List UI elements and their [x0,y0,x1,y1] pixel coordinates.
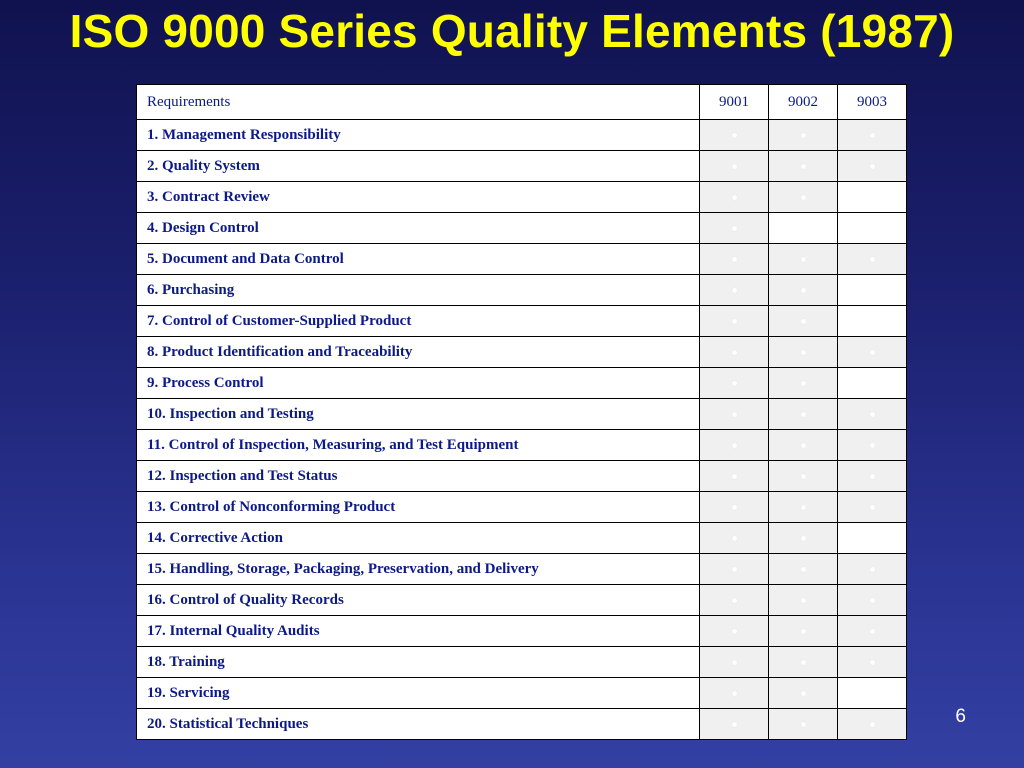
header-9003: 9003 [838,85,907,120]
mark-cell-9002 [769,120,838,151]
bullet-dot-icon [732,629,737,634]
mark-cell-9003 [838,275,907,306]
table-row [137,709,907,740]
table-row [137,275,907,306]
bullet-dot-icon [732,288,737,293]
mark-cell-9002 [769,368,838,399]
bullet-dot-icon [732,319,737,324]
bullet-dot-icon [732,567,737,572]
bullet-dot-icon [801,536,806,541]
requirements-table-container [136,84,906,735]
slide-title: ISO 9000 Series Quality Elements (1987) [69,5,955,57]
table-row [137,399,907,430]
bullet-dot-icon [801,381,806,386]
mark-cell-9001 [700,678,769,709]
bullet-dot-icon [801,443,806,448]
bullet-dot-icon [801,288,806,293]
table-row [137,616,907,647]
requirement-label: 17. Internal Quality Audits [137,616,700,647]
mark-cell-9002 [769,461,838,492]
header-9002: 9002 [769,85,838,120]
mark-cell-9003 [838,244,907,275]
mark-cell-9002 [769,585,838,616]
mark-cell-9001 [700,182,769,213]
mark-cell-9003 [838,306,907,337]
mark-cell-9001 [700,616,769,647]
mark-cell-9003 [838,492,907,523]
requirement-label: 2. Quality System [137,151,700,182]
mark-cell-9003 [838,523,907,554]
mark-cell-9001 [700,709,769,740]
mark-cell-9002 [769,182,838,213]
requirement-label: 13. Control of Nonconforming Product [137,492,700,523]
requirement-label: 16. Control of Quality Records [137,585,700,616]
bullet-dot-icon [732,474,737,479]
mark-cell-9003 [838,678,907,709]
bullet-dot-icon [801,195,806,200]
table-row [137,182,907,213]
bullet-dot-icon [801,133,806,138]
mark-cell-9003 [838,120,907,151]
bullet-dot-icon [870,629,875,634]
bullet-dot-icon [801,412,806,417]
header-9001: 9001 [700,85,769,120]
mark-cell-9002 [769,678,838,709]
mark-cell-9003 [838,368,907,399]
mark-cell-9003 [838,647,907,678]
requirement-label: 19. Servicing [137,678,700,709]
table-row [137,523,907,554]
bullet-dot-icon [732,505,737,510]
mark-cell-9001 [700,430,769,461]
mark-cell-9002 [769,213,838,244]
requirement-label: 4. Design Control [137,213,700,244]
header-requirements: Requirements [137,85,700,120]
mark-cell-9001 [700,647,769,678]
table-row [137,554,907,585]
table-row [137,678,907,709]
bullet-dot-icon [801,164,806,169]
table-row [137,306,907,337]
mark-cell-9002 [769,492,838,523]
bullet-dot-icon [801,722,806,727]
requirement-label: 18. Training [137,647,700,678]
mark-cell-9002 [769,523,838,554]
bullet-dot-icon [870,350,875,355]
table-row [137,244,907,275]
mark-cell-9003 [838,554,907,585]
table-row [137,461,907,492]
mark-cell-9001 [700,120,769,151]
bullet-dot-icon [801,660,806,665]
mark-cell-9003 [838,430,907,461]
requirement-label: 7. Control of Customer-Supplied Product [137,306,700,337]
mark-cell-9003 [838,585,907,616]
requirement-label: 11. Control of Inspection, Measuring, and Test Equipment [137,430,700,461]
requirement-label: 1. Management Responsibility [137,120,700,151]
mark-cell-9003 [838,151,907,182]
requirement-label: 15. Handling, Storage, Packaging, Preservation, and Delivery [137,554,700,585]
table-body [137,120,907,740]
bullet-dot-icon [732,536,737,541]
mark-cell-9003 [838,182,907,213]
requirements-table [136,84,907,740]
bullet-dot-icon [732,195,737,200]
bullet-dot-icon [801,691,806,696]
table-row [137,430,907,461]
bullet-dot-icon [732,133,737,138]
table-row [137,368,907,399]
bullet-dot-icon [801,350,806,355]
bullet-dot-icon [870,474,875,479]
bullet-dot-icon [801,567,806,572]
table-row [137,151,907,182]
table-row [137,492,907,523]
mark-cell-9001 [700,151,769,182]
table-row [137,585,907,616]
requirement-label: 10. Inspection and Testing [137,399,700,430]
bullet-dot-icon [870,412,875,417]
bullet-dot-icon [732,257,737,262]
mark-cell-9003 [838,461,907,492]
bullet-dot-icon [732,412,737,417]
mark-cell-9002 [769,275,838,306]
bullet-dot-icon [870,257,875,262]
bullet-dot-icon [732,660,737,665]
mark-cell-9002 [769,151,838,182]
mark-cell-9003 [838,399,907,430]
mark-cell-9001 [700,275,769,306]
requirement-label: 14. Corrective Action [137,523,700,554]
bullet-dot-icon [801,598,806,603]
mark-cell-9002 [769,306,838,337]
bullet-dot-icon [732,722,737,727]
table-row [137,120,907,151]
bullet-dot-icon [732,443,737,448]
mark-cell-9001 [700,306,769,337]
table-row [137,647,907,678]
mark-cell-9001 [700,492,769,523]
bullet-dot-icon [870,722,875,727]
mark-cell-9002 [769,430,838,461]
bullet-dot-icon [870,133,875,138]
table-row [137,337,907,368]
table-header-row [137,85,907,120]
bullet-dot-icon [801,319,806,324]
mark-cell-9003 [838,709,907,740]
page-number: 6 [955,706,966,727]
bullet-dot-icon [801,629,806,634]
mark-cell-9001 [700,213,769,244]
mark-cell-9002 [769,616,838,647]
mark-cell-9001 [700,399,769,430]
mark-cell-9002 [769,709,838,740]
bullet-dot-icon [870,443,875,448]
requirement-label: 3. Contract Review [137,182,700,213]
bullet-dot-icon [870,505,875,510]
bullet-dot-icon [732,381,737,386]
requirement-label: 12. Inspection and Test Status [137,461,700,492]
bullet-dot-icon [870,567,875,572]
mark-cell-9001 [700,585,769,616]
bullet-dot-icon [732,691,737,696]
mark-cell-9002 [769,554,838,585]
requirement-label: 5. Document and Data Control [137,244,700,275]
mark-cell-9003 [838,337,907,368]
table-row [137,213,907,244]
mark-cell-9001 [700,554,769,585]
bullet-dot-icon [801,505,806,510]
mark-cell-9001 [700,244,769,275]
requirement-label: 6. Purchasing [137,275,700,306]
bullet-dot-icon [801,257,806,262]
bullet-dot-icon [870,164,875,169]
mark-cell-9003 [838,616,907,647]
bullet-dot-icon [732,350,737,355]
mark-cell-9002 [769,244,838,275]
requirement-label: 8. Product Identification and Traceability [137,337,700,368]
mark-cell-9002 [769,399,838,430]
bullet-dot-icon [801,474,806,479]
bullet-dot-icon [732,164,737,169]
requirement-label: 9. Process Control [137,368,700,399]
mark-cell-9002 [769,647,838,678]
mark-cell-9001 [700,337,769,368]
mark-cell-9001 [700,368,769,399]
mark-cell-9001 [700,523,769,554]
mark-cell-9002 [769,337,838,368]
bullet-dot-icon [732,226,737,231]
bullet-dot-icon [870,660,875,665]
mark-cell-9003 [838,213,907,244]
bullet-dot-icon [732,598,737,603]
bullet-dot-icon [870,598,875,603]
mark-cell-9001 [700,461,769,492]
requirement-label: 20. Statistical Techniques [137,709,700,740]
